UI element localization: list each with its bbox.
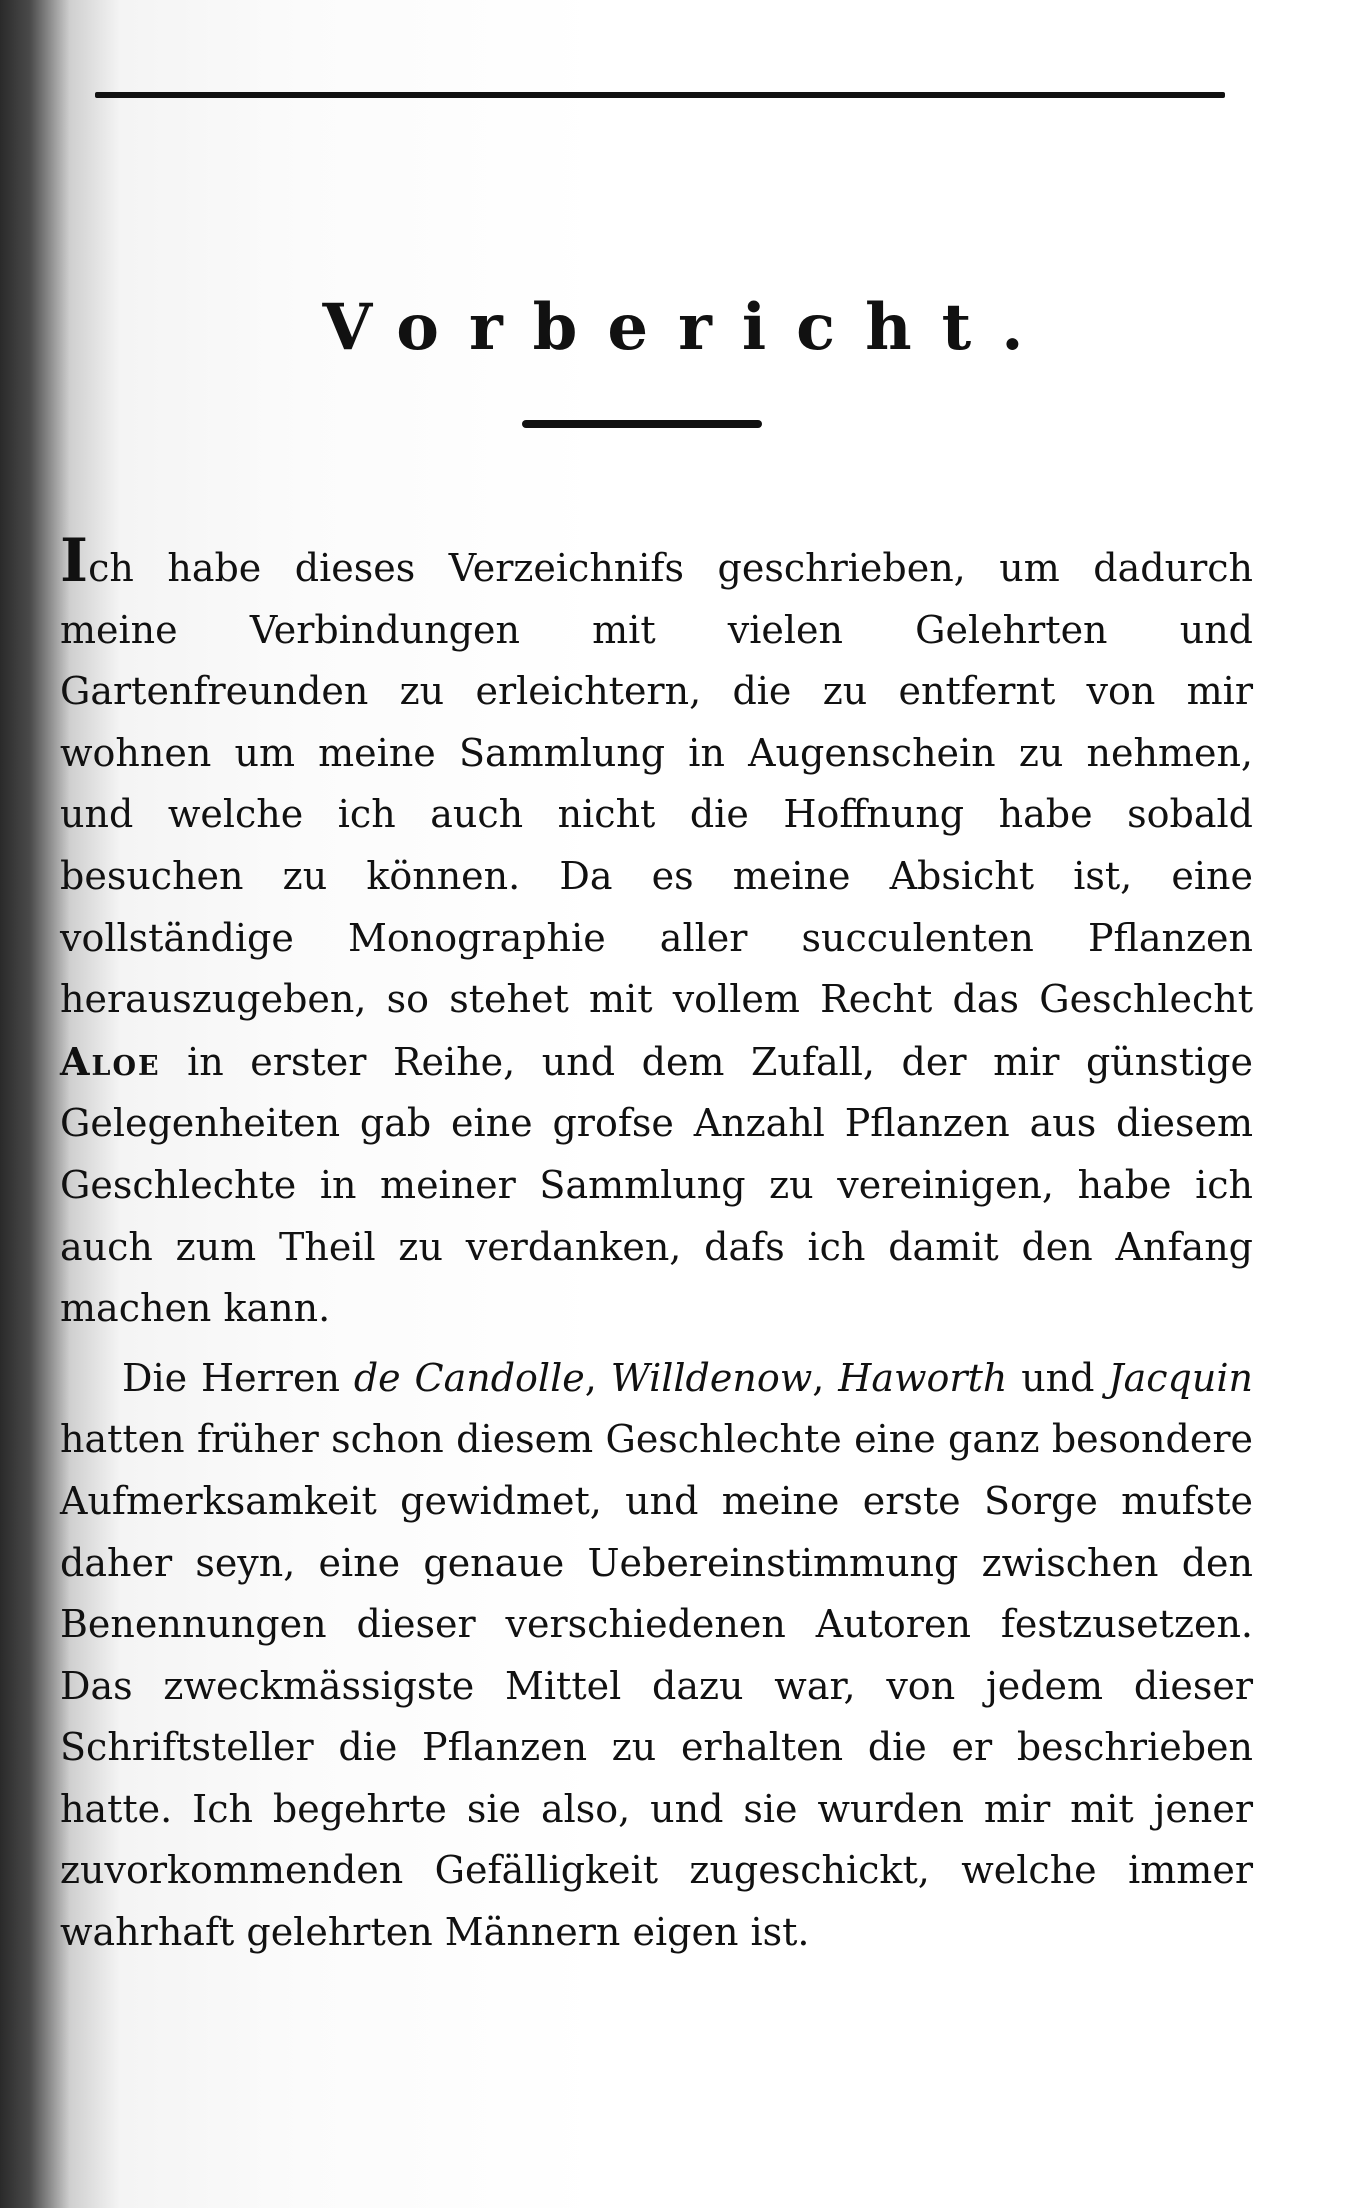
paragraph-2 — [60, 1348, 1253, 1964]
genus-name: Aloe — [60, 1038, 161, 1084]
header-rule — [95, 92, 1225, 98]
drop-cap: I — [60, 526, 89, 596]
author-name: Haworth — [838, 1355, 1008, 1400]
paragraph-1-text-b: in erster Reihe, und dem Zufall, der mir günstige Gelegenheiten gab eine grofse Anzahl Pflanzen aus diesem Geschlechte in meiner Sammlung zu vereinigen, habe ich auch zum Theil zu verdanken, dafs ich damit den Anfang machen kann. — [60, 1039, 1253, 1331]
paragraph-2-text-c: hatten früher schon diesem Geschlechte eine ganz besondere Aufmerksamkeit gewidmet, und meine erste Sorge mufste daher seyn, eine genaue Uebereinstimmung zwischen den Benennungen dieser verschiedenen Autoren festzusetzen. Das zweckmässigste Mittel dazu war, von jedem dieser Schriftsteller die Pflanzen zu erhalten die er beschrieben hatte. Ich begehrte sie also, und sie wurden mir mit jener zuvorkommenden Gefälligkeit zugeschickt, welche immer wahrhaft gelehrten Männern eigen ist. — [60, 1417, 1253, 1955]
paragraph-2-text-b: und — [1007, 1355, 1109, 1400]
body-text — [60, 526, 1253, 1964]
title-ornament-rule — [522, 420, 762, 428]
separator: , — [584, 1355, 611, 1400]
author-name: de Candolle — [353, 1355, 585, 1400]
separator: , — [812, 1355, 839, 1400]
author-name: Willdenow — [610, 1355, 813, 1400]
paragraph-1 — [60, 526, 1253, 1340]
author-name: Jacquin — [1108, 1355, 1253, 1400]
paragraph-1-text-a: ch habe dieses Verzeichnifs geschrieben, um dadurch meine Verbindungen mit vielen Gelehrten und Gartenfreunden zu erleichtern, die zu entfernt von mir wohnen um meine Sammlung in Augenschein zu nehmen, und welche ich auch nicht die Hoffnung habe sobald besuchen zu können. Da es meine Absicht ist, eine vollständige Monographie aller succulenten Pflanzen herauszugeben, so stehet mit vollem Recht das Geschlecht — [60, 546, 1253, 1022]
page-title: Vorbericht. — [322, 290, 1054, 365]
paragraph-2-text-a: Die Herren — [122, 1355, 354, 1400]
